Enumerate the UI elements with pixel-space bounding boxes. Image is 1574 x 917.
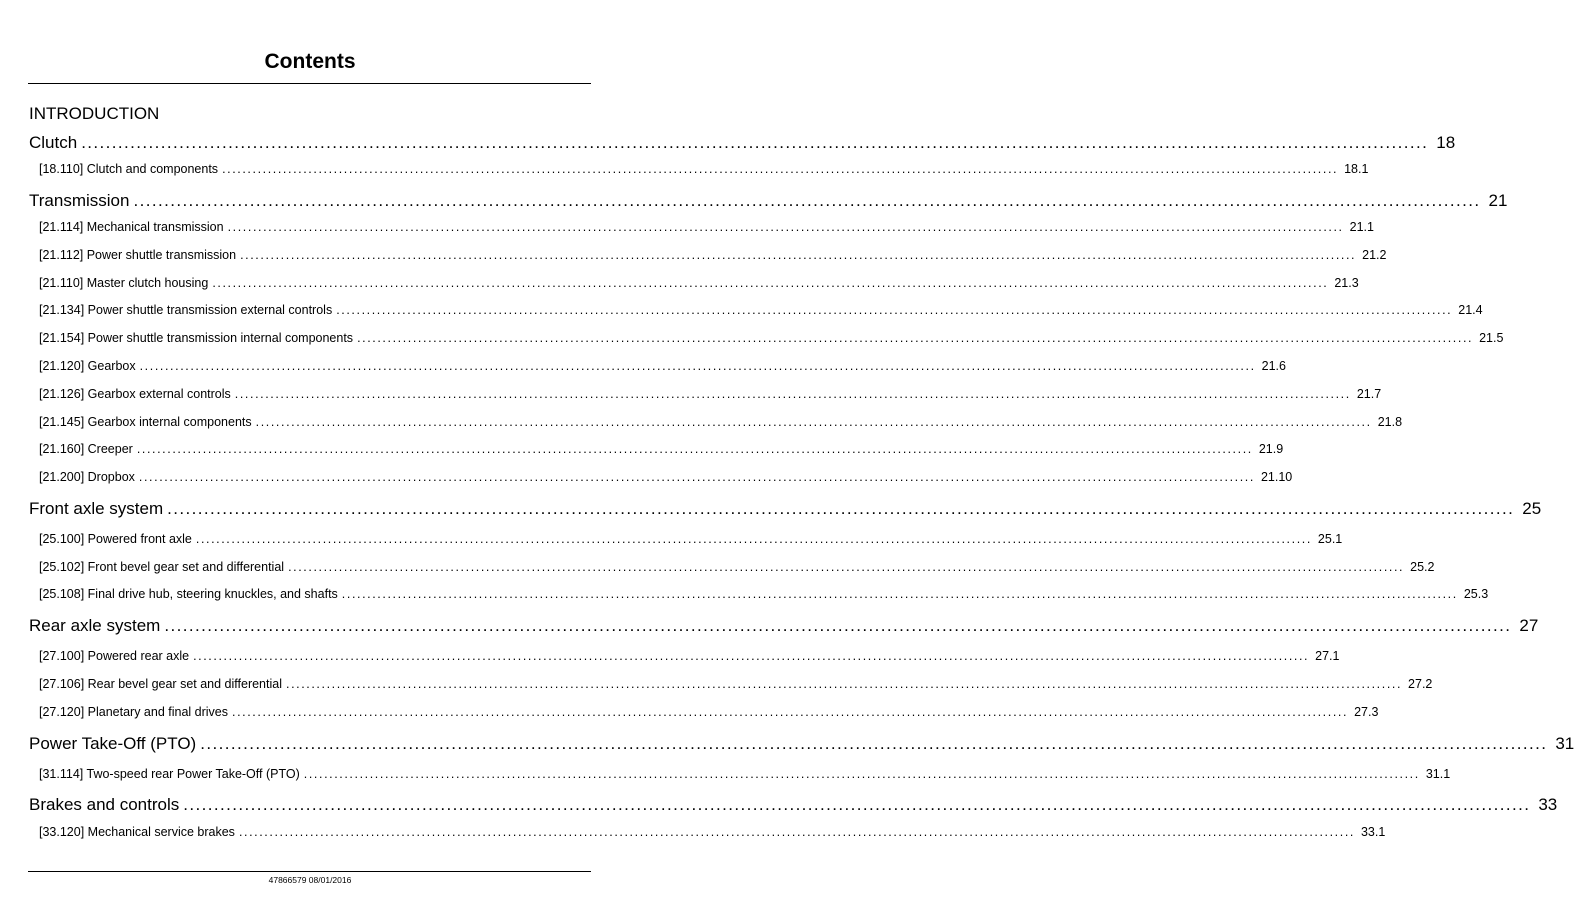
item-title: [27.120] Planetary and final drives [39, 705, 229, 719]
item-title: [27.106] Rear bevel gear set and differential [39, 677, 282, 691]
item-page-number: 21.10 [1260, 470, 1293, 485]
toc-section[interactable] [0, 734, 1574, 754]
dot-leader: ............................................................................................................................................................................................................................ [193, 649, 1310, 663]
dot-leader: ............................................................................................................................................................................................................................ [167, 499, 1515, 518]
toc-item[interactable] [0, 442, 1284, 457]
toc-item[interactable] [0, 303, 1483, 318]
toc-item[interactable] [0, 587, 1489, 601]
item-page-number: 21.6 [1261, 359, 1286, 373]
toc-item[interactable] [0, 470, 1293, 485]
dot-leader: ............................................................................................................................................................................................................................ [195, 532, 1312, 546]
section-title: Clutch [29, 133, 78, 152]
item-page-number: 27.1 [1315, 649, 1340, 663]
toc-section[interactable] [0, 616, 1539, 636]
item-page-number: 18.1 [1344, 162, 1369, 176]
dot-leader: ............................................................................................................................................................................................................................ [341, 587, 1458, 601]
introduction-heading[interactable]: INTRODUCTION [29, 104, 160, 123]
section-title: Front axle system [29, 499, 164, 518]
item-title: [25.100] Powered front axle [39, 532, 192, 546]
item-page-number: 33.1 [1360, 825, 1386, 839]
toc-item[interactable] [0, 532, 1343, 546]
section-page-number: 33 [1538, 795, 1558, 814]
toc-item[interactable] [0, 359, 1286, 373]
toc-item[interactable] [0, 247, 1387, 262]
dot-leader: ............................................................................................................................................................................................................................ [286, 677, 1403, 691]
dot-leader: ............................................................................................................................................................................................................................ [164, 616, 1512, 635]
toc-item[interactable] [0, 275, 1359, 290]
section-title: Brakes and controls [29, 795, 180, 814]
item-page-number: 27.3 [1354, 705, 1379, 719]
item-title: [21.145] Gearbox internal components [39, 414, 252, 429]
item-title: [25.108] Final drive hub, steering knuckles, and shafts [39, 587, 338, 601]
item-page-number: 25.3 [1463, 587, 1489, 601]
dot-leader: ............................................................................................................................................................................................................................ [234, 386, 1351, 401]
toc-item[interactable] [0, 705, 1379, 719]
item-page-number: 21.1 [1349, 220, 1374, 234]
toc-item[interactable] [0, 825, 1386, 839]
item-page-number: 21.7 [1356, 386, 1382, 401]
toc-item[interactable] [0, 677, 1433, 691]
item-page-number: 21.2 [1362, 247, 1387, 262]
dot-leader: ............................................................................................................................................................................................................................ [288, 559, 1405, 574]
item-title: [21.110] Master clutch housing [39, 275, 209, 290]
item-title: [21.200] Dropbox [39, 470, 135, 485]
section-page-number: 31 [1555, 734, 1574, 753]
item-page-number: 21.8 [1377, 414, 1403, 429]
item-title: [25.102] Front bevel gear set and differential [39, 559, 285, 574]
dot-leader: ............................................................................................................................................................................................................................ [136, 442, 1253, 457]
dot-leader: ............................................................................................................................................................................................................................ [139, 359, 1256, 373]
toc-item[interactable] [0, 386, 1382, 401]
item-title: [21.126] Gearbox external controls [39, 386, 231, 401]
section-title: Transmission [29, 191, 130, 210]
section-page-number: 25 [1522, 499, 1542, 518]
section-title: Rear axle system [29, 616, 161, 635]
footer-rule [28, 871, 591, 872]
toc-section[interactable] [0, 133, 1456, 153]
item-title: [21.112] Power shuttle transmission [39, 247, 237, 262]
toc-item[interactable] [0, 649, 1340, 663]
dot-leader: ............................................................................................................................................................................................................................ [227, 220, 1344, 234]
item-page-number: 25.1 [1317, 532, 1343, 546]
item-title: [21.120] Gearbox [39, 359, 136, 373]
toc-section[interactable] [0, 499, 1542, 519]
dot-leader: ............................................................................................................................................................................................................................ [212, 275, 1329, 290]
section-page-number: 27 [1519, 616, 1539, 635]
item-title: [21.154] Power shuttle transmission internal components [39, 331, 354, 346]
item-page-number: 27.2 [1408, 677, 1433, 691]
item-page-number: 31.1 [1425, 767, 1451, 781]
toc-item[interactable] [0, 162, 1369, 176]
toc-section[interactable] [0, 191, 1508, 211]
dot-leader: ............................................................................................................................................................................................................................ [255, 414, 1372, 429]
item-title: [21.160] Creeper [39, 442, 133, 457]
dot-leader: ............................................................................................................................................................................................................................ [357, 331, 1474, 346]
dot-leader: ............................................................................................................................................................................................................................ [303, 767, 1420, 781]
item-page-number: 21.5 [1479, 331, 1504, 346]
footer-doc-id: 47866579 08/01/2016 [268, 875, 352, 885]
toc-section[interactable] [0, 795, 1558, 815]
dot-leader: ............................................................................................................................................................................................................................ [81, 133, 1429, 152]
item-page-number: 21.9 [1258, 442, 1284, 457]
dot-leader: ............................................................................................................................................................................................................................ [336, 303, 1453, 318]
section-page-number: 18 [1436, 133, 1456, 152]
dot-leader: ............................................................................................................................................................................................................................ [222, 162, 1339, 176]
dot-leader: ............................................................................................................................................................................................................................ [183, 795, 1531, 814]
toc-item[interactable] [0, 331, 1504, 346]
toc-item[interactable] [0, 414, 1403, 429]
section-title: Power Take-Off (PTO) [29, 734, 197, 753]
section-page-number: 21 [1488, 191, 1508, 210]
dot-leader: ............................................................................................................................................................................................................................ [200, 734, 1548, 753]
toc-item[interactable] [0, 559, 1435, 574]
item-title: [21.134] Power shuttle transmission external controls [39, 303, 333, 318]
item-page-number: 21.4 [1458, 303, 1483, 318]
toc-item[interactable] [0, 767, 1451, 781]
item-title: [21.114] Mechanical transmission [39, 220, 224, 234]
dot-leader: ............................................................................................................................................................................................................................ [238, 825, 1355, 839]
item-title: [18.110] Clutch and components [39, 162, 219, 176]
item-page-number: 21.3 [1334, 275, 1359, 290]
dot-leader: ............................................................................................................................................................................................................................ [232, 705, 1349, 719]
item-title: [31.114] Two-speed rear Power Take-Off (PTO) [39, 767, 300, 781]
dot-leader: ............................................................................................................................................................................................................................ [138, 470, 1255, 485]
dot-leader: ............................................................................................................................................................................................................................ [133, 191, 1481, 210]
toc-item[interactable] [0, 220, 1374, 234]
item-title: [33.120] Mechanical service brakes [39, 825, 235, 839]
dot-leader: ............................................................................................................................................................................................................................ [240, 247, 1357, 262]
item-title: [27.100] Powered rear axle [39, 649, 190, 663]
item-page-number: 25.2 [1410, 559, 1435, 574]
page-title: Contents [264, 50, 356, 73]
header-rule [28, 83, 591, 84]
